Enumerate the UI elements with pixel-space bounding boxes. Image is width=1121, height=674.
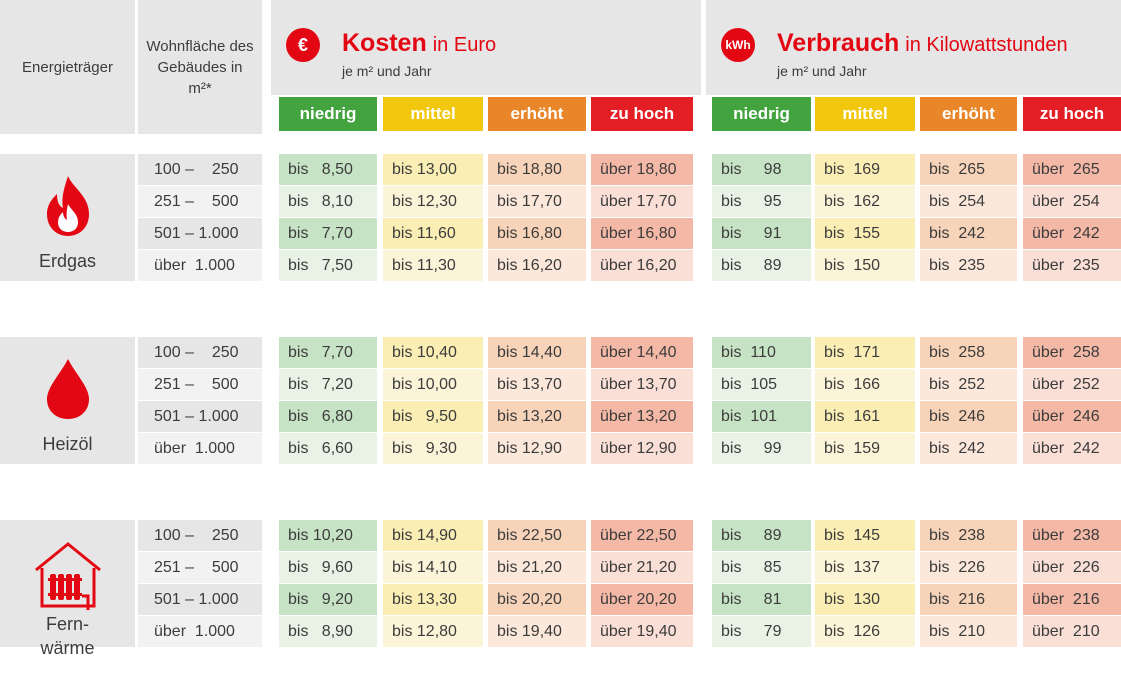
costs-cell-niedrig: bis 6,60 <box>279 433 377 464</box>
costs-cell-niedrig: bis 7,70 <box>279 337 377 368</box>
costs-cell-niedrig: bis 8,50 <box>279 154 377 185</box>
consumption-cell-niedrig: bis 105 <box>712 369 811 400</box>
consumption-cell-zu-hoch: über 226 <box>1023 552 1121 583</box>
consumption-cell-niedrig: bis 81 <box>712 584 811 615</box>
consumption-cell-mittel: bis 130 <box>815 584 915 615</box>
carrier-2 <box>0 520 135 658</box>
costs-cell-mittel: bis 10,40 <box>383 337 483 368</box>
costs-cell-erhoeht: bis 13,70 <box>488 369 586 400</box>
costs-cell-mittel: bis 11,30 <box>383 250 483 281</box>
consumption-pill-zu-hoch <box>1023 97 1121 131</box>
consumption-cell-niedrig: bis 89 <box>712 250 811 281</box>
costs-subtitle: je m² und Jahr <box>342 63 432 79</box>
costs-cell-zu-hoch: über 14,40 <box>591 337 693 368</box>
costs-cell-zu-hoch: über 13,70 <box>591 369 693 400</box>
consumption-pill-label: zu hoch <box>1039 104 1105 123</box>
euro-icon <box>286 28 320 62</box>
area-cell: über 1.000 <box>138 433 262 464</box>
area-cell: 100 – 250 <box>138 154 262 185</box>
consumption-subtitle: je m² und Jahr <box>777 63 867 79</box>
costs-cell-zu-hoch: über 18,80 <box>591 154 693 185</box>
consumption-cell-niedrig: bis 98 <box>712 154 811 185</box>
costs-cell-erhoeht: bis 19,40 <box>488 616 586 647</box>
consumption-cell-niedrig: bis 95 <box>712 186 811 217</box>
costs-cell-zu-hoch: über 16,80 <box>591 218 693 249</box>
consumption-header <box>706 0 1121 95</box>
consumption-cell-mittel: bis 159 <box>815 433 915 464</box>
costs-cell-erhoeht: bis 12,90 <box>488 433 586 464</box>
consumption-cell-zu-hoch: über 242 <box>1023 433 1121 464</box>
costs-cell-zu-hoch: über 22,50 <box>591 520 693 551</box>
costs-cell-zu-hoch: über 21,20 <box>591 552 693 583</box>
area-cell: über 1.000 <box>138 250 262 281</box>
consumption-pill-mittel <box>815 97 915 131</box>
consumption-cell-zu-hoch: über 254 <box>1023 186 1121 217</box>
consumption-cell-erhoeht: bis 252 <box>920 369 1017 400</box>
consumption-pill-label: mittel <box>842 104 888 123</box>
consumption-badge: kWh <box>725 38 751 52</box>
carrier-label: Fern- wärme <box>40 614 95 658</box>
consumption-cell-mittel: bis 145 <box>815 520 915 551</box>
area-cell: 251 – 500 <box>138 369 262 400</box>
costs-cell-niedrig: bis 9,60 <box>279 552 377 583</box>
consumption-cell-mittel: bis 150 <box>815 250 915 281</box>
area-cell: 501 – 1.000 <box>138 401 262 432</box>
consumption-cell-niedrig: bis 110 <box>712 337 811 368</box>
costs-cell-mittel: bis 13,00 <box>383 154 483 185</box>
costs-unit: in Euro <box>432 34 497 56</box>
costs-cell-erhoeht: bis 14,40 <box>488 337 586 368</box>
costs-cell-niedrig: bis 9,20 <box>279 584 377 615</box>
consumption-cell-erhoeht: bis 246 <box>920 401 1017 432</box>
consumption-pill-erhoeht <box>920 97 1017 131</box>
costs-pill-label: mittel <box>410 104 456 123</box>
costs-cell-erhoeht: bis 20,20 <box>488 584 586 615</box>
consumption-cell-mittel: bis 169 <box>815 154 915 185</box>
flame-icon <box>0 174 135 238</box>
costs-cell-zu-hoch: über 13,20 <box>591 401 693 432</box>
consumption-cell-niedrig: bis 89 <box>712 520 811 551</box>
carrier-1 <box>0 337 135 464</box>
carrier-label: Heizöl <box>42 434 93 454</box>
oil-drop-icon <box>0 357 135 421</box>
radiator-house-icon <box>0 540 135 612</box>
costs-cell-niedrig: bis 10,20 <box>279 520 377 551</box>
costs-pill-label: zu hoch <box>609 104 675 123</box>
costs-cell-mittel: bis 10,00 <box>383 369 483 400</box>
costs-cell-mittel: bis 12,80 <box>383 616 483 647</box>
consumption-cell-erhoeht: bis 265 <box>920 154 1017 185</box>
consumption-title-row <box>777 29 1068 58</box>
costs-cell-mittel: bis 13,30 <box>383 584 483 615</box>
costs-cell-mittel: bis 9,30 <box>383 433 483 464</box>
consumption-cell-niedrig: bis 101 <box>712 401 811 432</box>
consumption-cell-zu-hoch: über 238 <box>1023 520 1121 551</box>
costs-title: Kosten <box>342 29 427 57</box>
consumption-cell-mittel: bis 137 <box>815 552 915 583</box>
carrier-label: Erdgas <box>38 251 97 271</box>
costs-cell-zu-hoch: über 17,70 <box>591 186 693 217</box>
consumption-cell-niedrig: bis 99 <box>712 433 811 464</box>
costs-cell-erhoeht: bis 18,80 <box>488 154 586 185</box>
area-cell: 100 – 250 <box>138 337 262 368</box>
area-cell: 251 – 500 <box>138 186 262 217</box>
consumption-cell-mittel: bis 171 <box>815 337 915 368</box>
carrier-0 <box>0 154 135 281</box>
kwh-icon <box>721 28 755 62</box>
costs-cell-niedrig: bis 7,70 <box>279 218 377 249</box>
consumption-cell-niedrig: bis 79 <box>712 616 811 647</box>
consumption-cell-zu-hoch: über 242 <box>1023 218 1121 249</box>
costs-header <box>271 0 701 95</box>
costs-title-row <box>342 29 496 58</box>
consumption-cell-zu-hoch: über 216 <box>1023 584 1121 615</box>
costs-cell-erhoeht: bis 22,50 <box>488 520 586 551</box>
area-header-label: Wohnfläche des Gebäudes in m²* <box>146 37 254 97</box>
carrier-header-label: Energieträger <box>22 58 113 76</box>
costs-cell-niedrig: bis 7,20 <box>279 369 377 400</box>
costs-pill-niedrig <box>279 97 377 131</box>
area-cell: 501 – 1.000 <box>138 218 262 249</box>
area-cell: über 1.000 <box>138 616 262 647</box>
consumption-cell-erhoeht: bis 216 <box>920 584 1017 615</box>
consumption-cell-erhoeht: bis 254 <box>920 186 1017 217</box>
costs-pill-label: niedrig <box>299 104 357 123</box>
area-header <box>138 0 262 134</box>
consumption-cell-zu-hoch: über 252 <box>1023 369 1121 400</box>
consumption-pill-label: niedrig <box>733 104 790 123</box>
costs-cell-mittel: bis 14,10 <box>383 552 483 583</box>
costs-pill-mittel <box>383 97 483 131</box>
area-cell: 100 – 250 <box>138 520 262 551</box>
consumption-cell-erhoeht: bis 258 <box>920 337 1017 368</box>
consumption-cell-mittel: bis 155 <box>815 218 915 249</box>
costs-cell-zu-hoch: über 19,40 <box>591 616 693 647</box>
consumption-title: Verbrauch <box>777 29 900 57</box>
costs-badge: € <box>297 34 308 55</box>
costs-cell-niedrig: bis 8,90 <box>279 616 377 647</box>
costs-cell-erhoeht: bis 21,20 <box>488 552 586 583</box>
consumption-pill-niedrig <box>712 97 811 131</box>
costs-pill-label: erhöht <box>510 104 564 123</box>
costs-cell-erhoeht: bis 16,20 <box>488 250 586 281</box>
costs-cell-niedrig: bis 8,10 <box>279 186 377 217</box>
costs-cell-mittel: bis 9,50 <box>383 401 483 432</box>
consumption-cell-zu-hoch: über 246 <box>1023 401 1121 432</box>
costs-cell-zu-hoch: über 16,20 <box>591 250 693 281</box>
consumption-cell-mittel: bis 162 <box>815 186 915 217</box>
consumption-cell-zu-hoch: über 265 <box>1023 154 1121 185</box>
costs-cell-niedrig: bis 7,50 <box>279 250 377 281</box>
costs-cell-niedrig: bis 6,80 <box>279 401 377 432</box>
consumption-cell-erhoeht: bis 235 <box>920 250 1017 281</box>
consumption-cell-zu-hoch: über 235 <box>1023 250 1121 281</box>
consumption-cell-erhoeht: bis 242 <box>920 218 1017 249</box>
consumption-cell-mittel: bis 166 <box>815 369 915 400</box>
consumption-cell-erhoeht: bis 226 <box>920 552 1017 583</box>
consumption-cell-zu-hoch: über 258 <box>1023 337 1121 368</box>
consumption-cell-niedrig: bis 85 <box>712 552 811 583</box>
costs-cell-mittel: bis 11,60 <box>383 218 483 249</box>
costs-pill-erhoeht <box>488 97 586 131</box>
consumption-cell-erhoeht: bis 238 <box>920 520 1017 551</box>
consumption-unit: in Kilowattstunden <box>905 34 1068 56</box>
consumption-pill-label: erhöht <box>942 104 995 123</box>
costs-cell-zu-hoch: über 20,20 <box>591 584 693 615</box>
costs-cell-erhoeht: bis 16,80 <box>488 218 586 249</box>
costs-cell-erhoeht: bis 17,70 <box>488 186 586 217</box>
area-cell: 251 – 500 <box>138 552 262 583</box>
consumption-cell-mittel: bis 126 <box>815 616 915 647</box>
consumption-cell-erhoeht: bis 242 <box>920 433 1017 464</box>
costs-pill-zu-hoch <box>591 97 693 131</box>
costs-cell-mittel: bis 12,30 <box>383 186 483 217</box>
costs-cell-erhoeht: bis 13,20 <box>488 401 586 432</box>
consumption-cell-zu-hoch: über 210 <box>1023 616 1121 647</box>
costs-cell-zu-hoch: über 12,90 <box>591 433 693 464</box>
consumption-cell-niedrig: bis 91 <box>712 218 811 249</box>
costs-cell-mittel: bis 14,90 <box>383 520 483 551</box>
consumption-cell-mittel: bis 161 <box>815 401 915 432</box>
consumption-cell-erhoeht: bis 210 <box>920 616 1017 647</box>
area-cell: 501 – 1.000 <box>138 584 262 615</box>
carrier-header <box>0 0 135 134</box>
